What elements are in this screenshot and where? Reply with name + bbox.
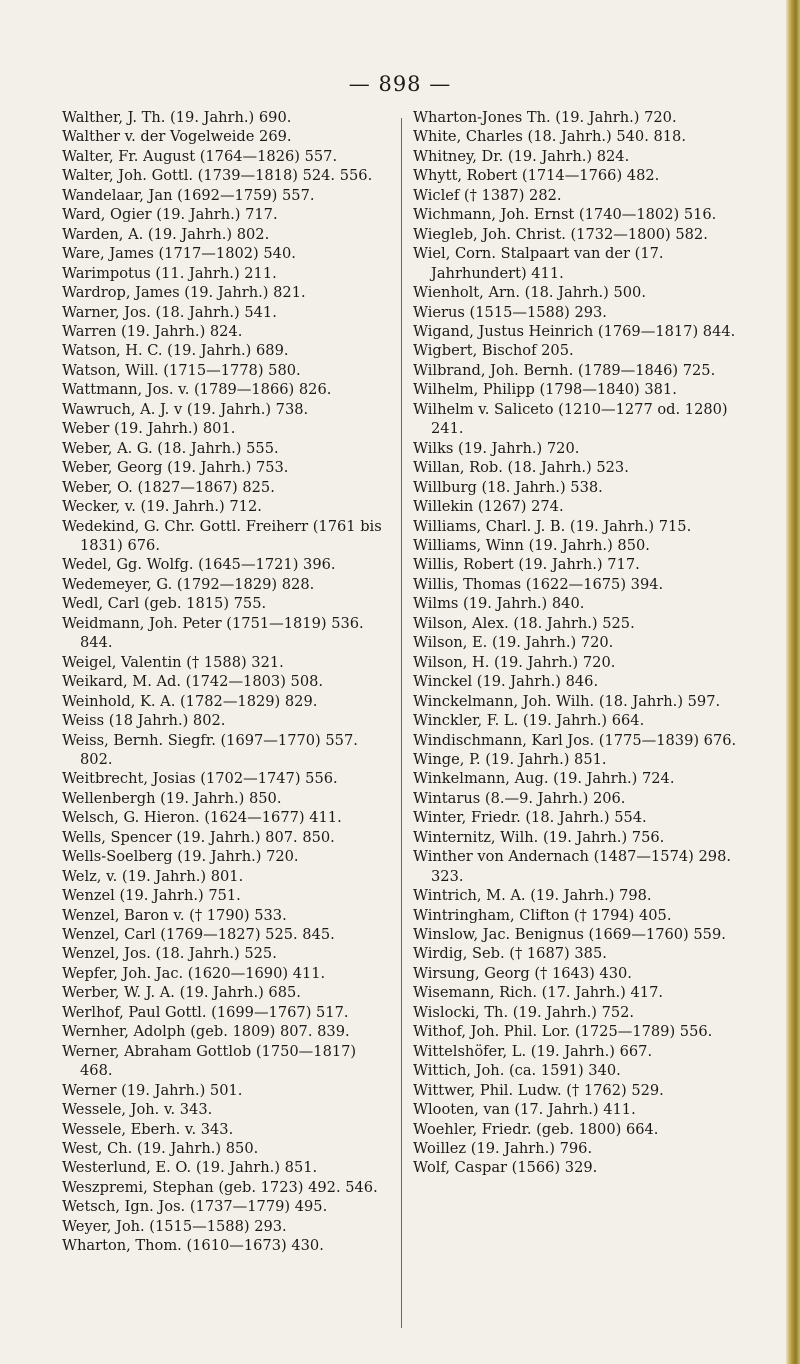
index-entry: Wenzel (19. Jahrh.) 751.	[62, 887, 241, 905]
index-entry: Wislocki, Th. (19. Jahrh.) 752.	[413, 1003, 635, 1021]
index-entry: Wittich, Joh. (ca. 1591) 340.	[413, 1062, 621, 1080]
index-entry: Weigel, Valentin († 1588) 321.	[62, 653, 284, 671]
index-entry: Wierus (1515—1588) 293.	[413, 303, 607, 321]
index-entry: Wedel, Gg. Wolfg. (1645—1721) 396.	[62, 556, 336, 574]
index-entry: Weitbrecht, Josias (1702—1747) 556.	[62, 770, 338, 788]
index-entry: Wilks (19. Jahrh.) 720.	[413, 439, 580, 457]
index-entry: Wilhelm v. Saliceto (1210—1277 od. 1280) 241.	[413, 400, 728, 438]
index-entry: Wiel, Corn. Stalpaart van der (17. Jahrhundert) 411.	[413, 245, 664, 282]
index-entry: Wawruch, A. J. v (19. Jahrh.) 738.	[62, 400, 309, 418]
index-entry: Wells-Soelberg (19. Jahrh.) 720.	[62, 848, 299, 866]
index-entry: Wilson, E. (19. Jahrh.) 720.	[413, 634, 614, 652]
index-entry: Wintarus (8.—9. Jahrh.) 206.	[413, 789, 626, 807]
index-entry: Warner, Jos. (18. Jahrh.) 541.	[62, 303, 277, 321]
index-entry: Winther von Andernach (1487—1574) 298. 323.	[413, 848, 731, 885]
index-entry: Withof, Joh. Phil. Lor. (1725—1789) 556.	[413, 1023, 713, 1041]
index-entry: Weszpremi, Stephan (geb. 1723) 492. 546.	[62, 1178, 378, 1196]
index-entry: Werner, Abraham Gottlob (1750—1817) 468.	[62, 1042, 357, 1080]
index-entry: Wilhelm, Philipp (1798—1840) 381.	[413, 381, 677, 399]
index-entry: Wandelaar, Jan (1692—1759) 557.	[62, 186, 315, 204]
index-entry: Wilson, H. (19. Jahrh.) 720.	[413, 653, 616, 671]
index-entry: Walter, Fr. August (1764—1826) 557.	[62, 147, 338, 165]
index-column-left	[62, 108, 392, 1256]
index-entry: Weber, A. G. (18. Jahrh.) 555.	[62, 439, 279, 457]
index-entry: Ward, Ogier (19. Jahrh.) 717.	[62, 206, 278, 224]
index-entry: Wells, Spencer (19. Jahrh.) 807. 850.	[62, 828, 335, 846]
index-entry: Warren (19. Jahrh.) 824.	[62, 322, 243, 340]
index-entry: Wintringham, Clifton († 1794) 405.	[413, 906, 672, 924]
index-entry: Wattmann, Jos. v. (1789—1866) 826.	[62, 381, 332, 399]
index-entry: Wiegleb, Joh. Christ. (1732—1800) 582.	[413, 225, 708, 243]
index-entry: Weidmann, Joh. Peter (1751—1819) 536. 844.	[62, 614, 364, 652]
column-divider	[401, 118, 402, 1328]
index-entry: Winckler, F. L. (19. Jahrh.) 664.	[413, 712, 645, 730]
index-entry: Weber (19. Jahrh.) 801.	[62, 420, 236, 438]
index-entry: Weikard, M. Ad. (1742—1803) 508.	[62, 673, 324, 691]
index-entry: Wilms (19. Jahrh.) 840.	[413, 595, 585, 613]
index-entry: Weiss (18 Jahrh.) 802.	[62, 712, 226, 730]
index-entry: Wilson, Alex. (18. Jahrh.) 525.	[413, 614, 635, 632]
page-edge-binding	[786, 0, 800, 1364]
index-entry: West, Ch. (19. Jahrh.) 850.	[62, 1140, 259, 1158]
index-entry: Whitney, Dr. (19. Jahrh.) 824.	[413, 147, 630, 165]
index-entry: Ware, James (1717—1802) 540.	[62, 245, 296, 263]
index-entry: Wedl, Carl (geb. 1815) 755.	[62, 595, 267, 613]
index-entry: Wolf, Caspar (1566) 329.	[413, 1159, 598, 1177]
index-entry: Walther v. der Vogelweide 269.	[62, 128, 292, 146]
index-entry: Walter, Joh. Gottl. (1739—1818) 524. 556.	[62, 167, 373, 185]
index-entry: Wigand, Justus Heinrich (1769—1817) 844.	[413, 322, 736, 340]
index-entry: Wharton, Thom. (1610—1673) 430.	[62, 1237, 324, 1255]
index-entry: Weber, Georg (19. Jahrh.) 753.	[62, 459, 289, 477]
index-entry: Wepfer, Joh. Jac. (1620—1690) 411.	[62, 964, 326, 982]
index-entry: White, Charles (18. Jahrh.) 540. 818.	[413, 128, 686, 146]
index-entry: Wessele, Eberh. v. 343.	[62, 1120, 234, 1138]
index-entry: Willis, Robert (19. Jahrh.) 717.	[413, 556, 640, 574]
index-entry: Wittwer, Phil. Ludw. († 1762) 529.	[413, 1081, 664, 1099]
index-entry: Wharton-Jones Th. (19. Jahrh.) 720.	[413, 109, 677, 126]
index-entry: Wirsung, Georg († 1643) 430.	[413, 964, 632, 982]
index-entry: Werlhof, Paul Gottl. (1699—1767) 517.	[62, 1003, 349, 1021]
index-entry: Walther, J. Th. (19. Jahrh.) 690.	[62, 109, 292, 126]
index-entry: Wedemeyer, G. (1792—1829) 828.	[62, 575, 315, 593]
index-entry: Woehler, Friedr. (geb. 1800) 664.	[413, 1120, 659, 1138]
index-entry: Wilbrand, Joh. Bernh. (1789—1846) 725.	[413, 361, 716, 379]
index-entry: Wienholt, Arn. (18. Jahrh.) 500.	[413, 284, 646, 302]
index-entry: Woillez (19. Jahrh.) 796.	[413, 1140, 593, 1158]
index-entry: Watson, Will. (1715—1778) 580.	[62, 361, 301, 379]
index-entry: Wichmann, Joh. Ernst (1740—1802) 516.	[413, 206, 717, 224]
index-entry: Wessele, Joh. v. 343.	[62, 1101, 213, 1119]
index-entry: Willan, Rob. (18. Jahrh.) 523.	[413, 459, 629, 477]
index-entry: Winslow, Jac. Benignus (1669—1760) 559.	[413, 926, 726, 944]
index-entry: Welz, v. (19. Jahrh.) 801.	[62, 867, 244, 885]
index-column-right	[413, 108, 743, 1178]
index-entry: Wiclef († 1387) 282.	[413, 186, 562, 204]
index-entry: Wenzel, Jos. (18. Jahrh.) 525.	[62, 945, 277, 963]
index-entry: Williams, Charl. J. B. (19. Jahrh.) 715.	[413, 517, 692, 535]
index-entry: Wittelshöfer, L. (19. Jahrh.) 667.	[413, 1042, 653, 1060]
index-entry: Weber, O. (1827—1867) 825.	[62, 478, 275, 496]
index-entry: Wenzel, Baron v. († 1790) 533.	[62, 906, 287, 924]
index-entry: Weiss, Bernh. Siegfr. (1697—1770) 557. 802.	[62, 731, 358, 768]
index-entry: Winge, P. (19. Jahrh.) 851.	[413, 750, 607, 768]
index-entry: Weinhold, K. A. (1782—1829) 829.	[62, 692, 318, 710]
index-entry: Wellenbergh (19. Jahrh.) 850.	[62, 789, 282, 807]
index-entry: Wecker, v. (19. Jahrh.) 712.	[62, 498, 262, 516]
index-entry: Westerlund, E. O. (19. Jahrh.) 851.	[62, 1159, 318, 1177]
index-entry: Wigbert, Bischof 205.	[413, 342, 574, 360]
index-entry: Willekin (1267) 274.	[413, 498, 564, 516]
index-entry: Watson, H. C. (19. Jahrh.) 689.	[62, 342, 289, 360]
index-entry: Wisemann, Rich. (17. Jahrh.) 417.	[413, 984, 663, 1002]
index-entry: Winkelmann, Aug. (19. Jahrh.) 724.	[413, 770, 675, 788]
index-entry: Warden, A. (19. Jahrh.) 802.	[62, 225, 270, 243]
index-entry: Werber, W. J. A. (19. Jahrh.) 685.	[62, 984, 301, 1002]
page-number: — 898 —	[348, 72, 452, 96]
index-entry: Winter, Friedr. (18. Jahrh.) 554.	[413, 809, 647, 827]
index-entry: Whytt, Robert (1714—1766) 482.	[413, 167, 660, 185]
index-entry: Wernher, Adolph (geb. 1809) 807. 839.	[62, 1023, 350, 1041]
index-entry: Willis, Thomas (1622—1675) 394.	[413, 575, 664, 593]
index-entry: Windischmann, Karl Jos. (1775—1839) 676.	[413, 731, 737, 749]
index-entry: Wintrich, M. A. (19. Jahrh.) 798.	[413, 887, 652, 905]
index-entry: Willburg (18. Jahrh.) 538.	[413, 478, 603, 496]
index-entry: Weyer, Joh. (1515—1588) 293.	[62, 1217, 287, 1235]
index-entry: Wlooten, van (17. Jahrh.) 411.	[413, 1101, 636, 1119]
index-entry: Welsch, G. Hieron. (1624—1677) 411.	[62, 809, 342, 827]
index-entry: Wetsch, Ign. Jos. (1737—1779) 495.	[62, 1198, 328, 1216]
index-entry: Wenzel, Carl (1769—1827) 525. 845.	[62, 926, 335, 944]
index-entry: Werner (19. Jahrh.) 501.	[62, 1081, 243, 1099]
index-entry: Wirdig, Seb. († 1687) 385.	[413, 945, 607, 963]
index-entry: Williams, Winn (19. Jahrh.) 850.	[413, 536, 650, 554]
index-entry: Winckelmann, Joh. Wilh. (18. Jahrh.) 597.	[413, 692, 721, 710]
index-entry: Wedekind, G. Chr. Gottl. Freiherr (1761 bis 1831) 676.	[62, 517, 382, 554]
index-entry: Warimpotus (11. Jahrh.) 211.	[62, 264, 277, 282]
index-entry: Winternitz, Wilh. (19. Jahrh.) 756.	[413, 828, 665, 846]
index-entry: Winckel (19. Jahrh.) 846.	[413, 673, 599, 691]
index-entry: Wardrop, James (19. Jahrh.) 821.	[62, 284, 306, 302]
